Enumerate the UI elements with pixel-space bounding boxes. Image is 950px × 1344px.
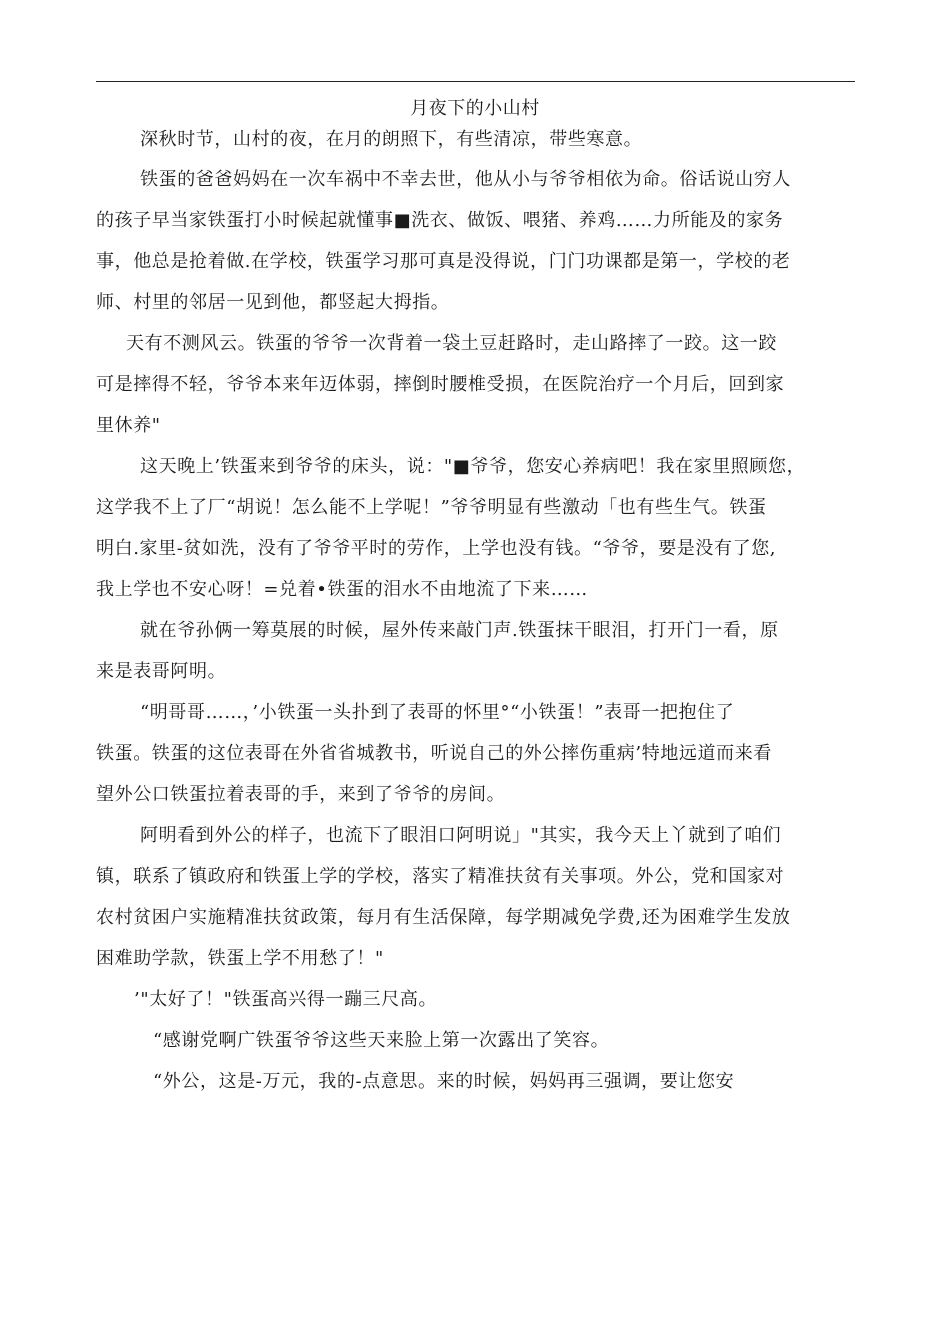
- text-line: “感谢党啊广铁蛋爷爷这些天来脸上第一次露出了笑容。: [153, 1030, 610, 1051]
- text-line: 可是摔得不轻，爷爷本来年迈体弱，摔倒时腰椎受损，在医院治疗一个月后，回到家: [96, 374, 785, 395]
- text-line: 我上学也不安心呀！=兑着•铁蛋的泪水不由地流了下来……: [96, 579, 588, 600]
- text-line: 明白.家里-贫如洗，没有了爷爷平时的劳作，上学也没有钱。“爷爷，要是没有了您,: [96, 538, 777, 559]
- text-line: 就在爷孙俩一筹莫展的时候，屋外传来敲门声.铁蛋抹干眼泪，打开门一看，原: [140, 620, 779, 641]
- text-line: 阿明看到外公的样子，也流下了眼泪口阿明说」"其实，我今天上丫就到了咱们: [140, 825, 782, 846]
- text-line: 师、村里的邻居一见到他，都竖起大拇指。: [96, 292, 450, 313]
- text-line: “明哥哥……，’小铁蛋一头扑到了表哥的怀里°“小铁蛋！”表哥一把抱住了: [140, 702, 735, 723]
- story-title: 月夜下的小山村: [410, 98, 540, 119]
- text-line: 困难助学款，铁蛋上学不用愁了！": [96, 948, 384, 969]
- text-line: 深秋时节，山村的夜，在月的朗照下，有些清凉，带些寒意。: [140, 129, 643, 150]
- header-rule: [96, 81, 855, 82]
- text-line: 农村贫困户实施精准扶贫政策，每月有生活保障，每学期减免学费,还为困难学生发放: [96, 907, 791, 928]
- text-line: ’"太好了！"铁蛋高兴得一蹦三尺高。: [134, 989, 438, 1010]
- text-line: 铁蛋的爸爸妈妈在一次车祸中不幸去世，他从小与爷爷相依为命。俗话说山穷人: [140, 169, 791, 190]
- text-line: 望外公口铁蛋拉着表哥的手，来到了爷爷的房间。: [96, 784, 506, 805]
- text-line: 来是表哥阿明。: [96, 661, 227, 682]
- text-line: 的孩子早当家铁蛋打小时候起就懂事■洗衣、做饭、喂猪、养鸡……力所能及的家务: [96, 210, 784, 231]
- text-line: 这天晚上’铁蛋来到爷爷的床头，说："■爷爷，您安心养病吧！我在家里照顾您，: [140, 456, 806, 477]
- text-line: 事，他总是抢着做.在学校，铁蛋学习那可真是没得说，门门功课都是第一，学校的老: [96, 251, 791, 272]
- text-line: “外公，这是-万元，我的-点意思。来的时候，妈妈再三强调，要让您安: [153, 1071, 735, 1092]
- text-line: 里休养": [96, 415, 161, 436]
- text-line: 铁蛋。铁蛋的这位表哥在外省省城教书，听说自己的外公摔伤重病’特地远道而来看: [96, 743, 772, 764]
- text-line: 镇，联系了镇政府和铁蛋上学的学校，落实了精准扶贫有关事项。外公，党和国家对: [96, 866, 785, 887]
- text-line: 天有不测风云。铁蛋的爷爷一次背着一袋土豆赶路时，走山路摔了一跤。这一跤: [126, 333, 777, 354]
- text-line: 这学我不上了厂“胡说！怎么能不上学呢！”爷爷明显有些激动「也有些生气。铁蛋: [96, 497, 767, 518]
